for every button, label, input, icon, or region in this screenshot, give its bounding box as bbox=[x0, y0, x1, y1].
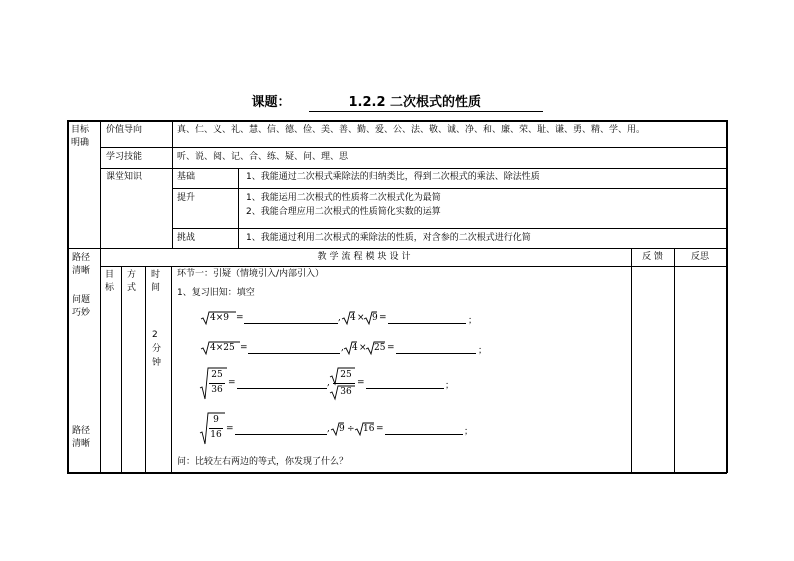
flow-side-label-bottom: 路径 清晰 bbox=[72, 426, 91, 449]
goal-content-skills: 听、说、阅、记、合、练、疑、问、理、思 bbox=[177, 152, 349, 162]
section-title: 环节一：引疑（情境引入/内部引入） bbox=[177, 269, 325, 279]
level-improve: 提升 bbox=[177, 193, 196, 203]
sub-header-time: 时 间 bbox=[151, 270, 161, 293]
answer-blank[interactable] bbox=[235, 434, 327, 435]
flow-header-reflection: 反思 bbox=[690, 252, 709, 262]
answer-blank[interactable] bbox=[366, 388, 444, 389]
level-improve-item: 1、我能运用二次根式的性质将二次根式化为最简 bbox=[246, 193, 441, 203]
title-topic: 1.2.2 二次根式的性质 bbox=[309, 95, 543, 112]
title-label: 课题： bbox=[251, 95, 291, 110]
level-challenge: 挑战 bbox=[177, 233, 196, 243]
answer-blank[interactable] bbox=[244, 323, 338, 324]
goal-label-values: 价值导向 bbox=[106, 125, 143, 135]
flow-header-feedback: 反 馈 bbox=[642, 252, 663, 262]
review-title: 1、复习旧知：填空 bbox=[177, 288, 255, 298]
goal-content-values: 真、仁、义、礼、慧、信、德、俭、美、善、勤、爱、公、法、敬、诚、净、和、廉、荣、耻、谦、勇、精、学、用。 bbox=[177, 125, 646, 135]
question-text: 问：比较左右两边的等式，你发现了什么？ bbox=[177, 457, 349, 467]
level-basic: 基础 bbox=[177, 172, 196, 182]
flow-side-label-top: 路径 清晰 问题 巧妙 bbox=[72, 253, 91, 318]
goal-label-skills: 学习技能 bbox=[106, 152, 143, 162]
answer-blank[interactable] bbox=[385, 434, 463, 435]
flow-header-design: 教学流程模块设计 bbox=[317, 252, 414, 262]
page-title bbox=[0, 91, 794, 112]
sub-header-goal: 目 标 bbox=[105, 270, 115, 293]
level-improve-item: 2、我能合理应用二次根式的性质简化实数的运算 bbox=[246, 207, 441, 217]
level-challenge-item: 1、我能通过利用二次根式的乘除法的性质，对含参的二次根式进行化简 bbox=[246, 233, 531, 243]
time-value: 2 分 钟 bbox=[152, 330, 162, 368]
answer-blank[interactable] bbox=[396, 353, 476, 354]
sub-header-method: 方 式 bbox=[127, 270, 137, 293]
goal-label-knowledge: 课堂知识 bbox=[106, 172, 143, 182]
answer-blank[interactable] bbox=[237, 388, 327, 389]
answer-blank[interactable] bbox=[248, 353, 340, 354]
goals-side-label: 目标 明确 bbox=[71, 125, 90, 148]
answer-blank[interactable] bbox=[388, 323, 466, 324]
level-basic-item: 1、我能通过二次根式乘除法的归纳类比，得到二次根式的乘法、除法性质 bbox=[246, 172, 540, 182]
